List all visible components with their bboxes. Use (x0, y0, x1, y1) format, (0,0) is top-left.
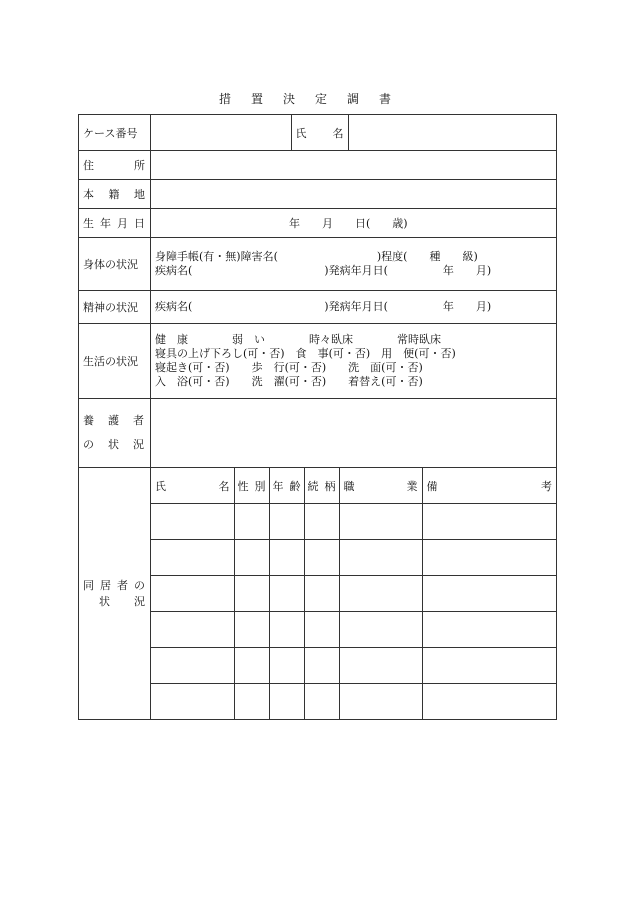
cell[interactable] (422, 648, 556, 684)
physical-line-2: 疾病名( )発病年月日( 年 月) (155, 264, 492, 277)
name-field[interactable] (348, 115, 556, 150)
living-line-3: 寝起き(可・否) 歩 行(可・否) 洗 面(可・否) (155, 361, 423, 374)
living-line-2: 寝具の上げ下ろし(可・否) 食 事(可・否) 用 便(可・否) (155, 347, 456, 360)
cell[interactable] (151, 648, 234, 684)
cell[interactable] (269, 540, 304, 576)
cell[interactable] (339, 504, 422, 540)
cell[interactable] (422, 504, 556, 540)
cell[interactable] (304, 648, 339, 684)
living-field[interactable] (151, 324, 557, 399)
header-sex: 性 別 (234, 468, 269, 504)
cell[interactable] (339, 684, 422, 720)
cell[interactable] (234, 612, 269, 648)
mental-line-1: 疾病名( )発病年月日( 年 月) (155, 300, 492, 313)
cell[interactable] (151, 612, 234, 648)
header-occupation: 職 業 (339, 468, 422, 504)
table-row (151, 684, 556, 720)
cell[interactable] (269, 576, 304, 612)
mental-label: 精神の状況 (79, 291, 151, 324)
cell[interactable] (339, 540, 422, 576)
domicile-field[interactable] (151, 180, 557, 209)
cohabitants-label: 同 居 者 の 状 況 (79, 468, 151, 720)
cell[interactable] (234, 540, 269, 576)
case-number-field[interactable] (151, 115, 291, 150)
cell[interactable] (339, 648, 422, 684)
domicile-label: 本 籍 地 (79, 180, 151, 209)
cell[interactable] (269, 504, 304, 540)
cohabitant-header-row (151, 468, 556, 504)
living-label: 生活の状況 (79, 324, 151, 399)
case-number-label: ケース番号 (79, 115, 151, 151)
cell[interactable] (304, 504, 339, 540)
physical-label: 身体の状況 (79, 238, 151, 291)
table-row (151, 612, 556, 648)
cell[interactable] (151, 576, 234, 612)
mental-field[interactable] (151, 291, 557, 324)
cell[interactable] (269, 648, 304, 684)
cohabitant-table (151, 468, 556, 719)
cell[interactable] (304, 540, 339, 576)
cell[interactable] (269, 612, 304, 648)
cell[interactable] (339, 612, 422, 648)
physical-field[interactable] (151, 238, 557, 291)
living-line-1: 健 康 弱 い 時々臥床 常時臥床 (155, 333, 441, 346)
cell[interactable] (422, 684, 556, 720)
table-row (151, 540, 556, 576)
cell[interactable] (234, 684, 269, 720)
cell[interactable] (151, 684, 234, 720)
cell[interactable] (234, 504, 269, 540)
guardian-label: 養 護 者 の 状 況 (79, 399, 151, 468)
cell[interactable] (269, 684, 304, 720)
table-row (151, 648, 556, 684)
cell[interactable] (304, 612, 339, 648)
guardian-field[interactable] (151, 399, 557, 468)
cell[interactable] (304, 684, 339, 720)
cell[interactable] (422, 576, 556, 612)
cell[interactable] (304, 576, 339, 612)
table-row (151, 504, 556, 540)
decision-form (78, 114, 557, 720)
cell[interactable] (422, 540, 556, 576)
name-label: 氏 名 (291, 115, 348, 150)
cell[interactable] (422, 612, 556, 648)
living-line-4: 入 浴(可・否) 洗 濯(可・否) 着替え(可・否) (155, 375, 423, 388)
address-field[interactable] (151, 151, 557, 180)
address-label: 住 所 (79, 151, 151, 180)
cell[interactable] (234, 648, 269, 684)
page-title: 措置決定調書 (218, 92, 411, 106)
header-remarks: 備 考 (422, 468, 556, 504)
birth-date-label: 生 年 月 日 (79, 209, 151, 238)
header-name: 氏 名 (155, 479, 230, 493)
header-age: 年 齢 (269, 468, 304, 504)
header-relation: 続 柄 (304, 468, 339, 504)
cell[interactable] (234, 576, 269, 612)
cell[interactable] (151, 504, 234, 540)
birth-date-field[interactable]: 年 月 日( 歳) (151, 209, 557, 238)
table-row (151, 576, 556, 612)
physical-line-1: 身障手帳(有・無)障害名( )程度( 種 級) (155, 250, 478, 263)
cell[interactable] (151, 540, 234, 576)
cell[interactable] (339, 576, 422, 612)
